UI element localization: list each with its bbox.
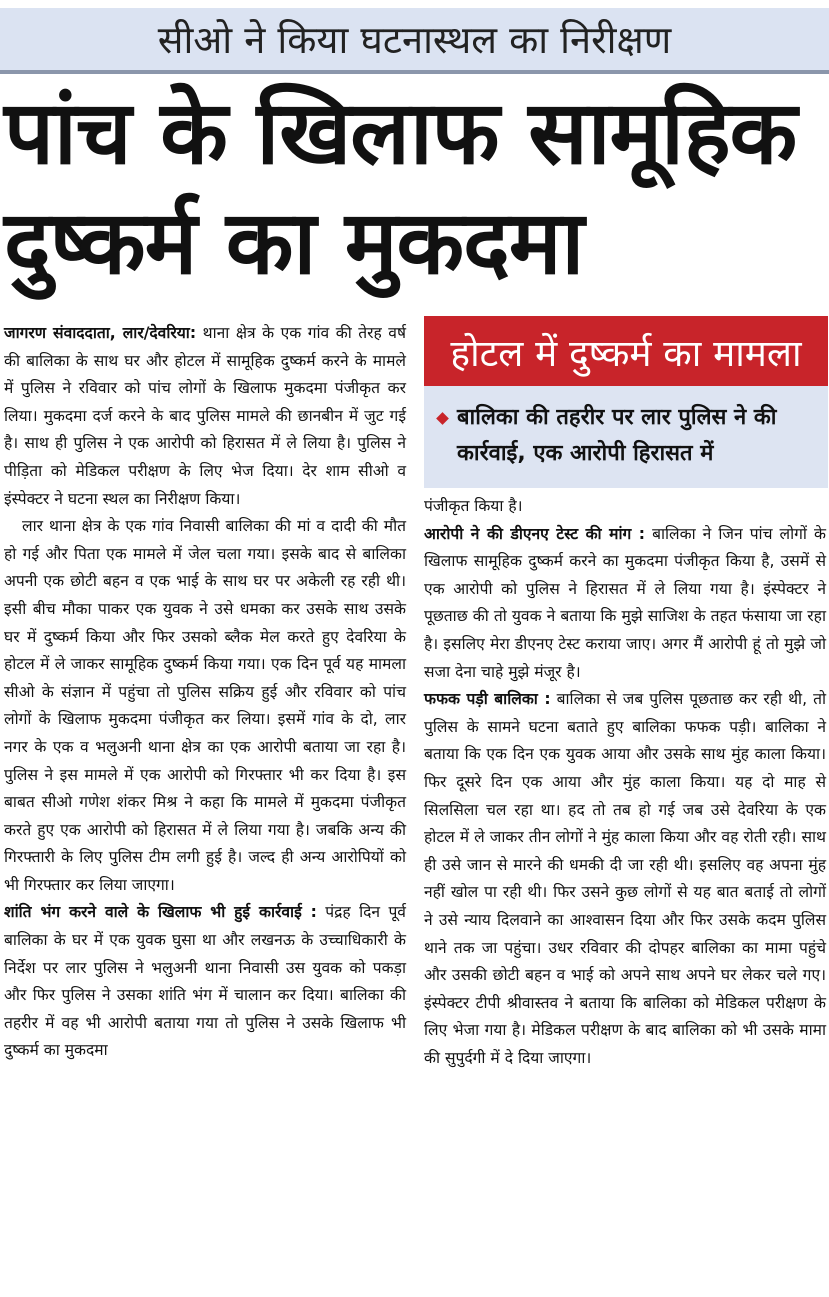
paragraph-girl-cried: [424, 686, 826, 1072]
headline: [4, 78, 826, 298]
kicker-banner: [0, 8, 829, 74]
highlight-box-summary-row: [424, 386, 828, 472]
dateline: जागरण संवाददाता, लार/देवरिया:: [4, 324, 197, 342]
dna-test-text: बालिका ने जिन पांच लोगों के खिलाफ सामूहिक दुष्कर्म करने का मुकदमा पंजीकृत किया है, उसमें से एक आरोपी को पुलिस ने हिरासत में ले लिया गया है। इंस्पेक्टर ने पूछताछ की तो युवक ने बताया कि मुझे साजिश के तहत फंसाया जा रहा है। इसलिए मेरा डीएनए टेस्ट कराया जाए। अगर मैं आरोपी हूं तो मुझे जो सजा देना चाहे मुझे मंजूर है।: [424, 524, 826, 681]
subhead-peace-breach: शांति भंग करने वाले के खिलाफ भी हुई कार्रवाई :: [4, 903, 317, 922]
headline-line-2: दुष्कर्म का मुकदमा: [4, 191, 584, 294]
bullet-diamond-icon: [436, 412, 449, 425]
intro-text: थाना क्षेत्र के एक गांव की तेरह वर्ष की बालिका के साथ घर और होटल में सामूहिक दुष्कर्म करने के मामले में पुलिस ने रविवार को पांच लोगों के खिलाफ मुकदमा पंजीकृत कर लिया। मुकदमा दर्ज करने के बाद पुलिस मामले की छानबीन में जुट गई है। साथ ही पुलिस ने एक आरोपी को हिरासत में ले लिया है। पुलिस ने पीड़िता को मेडिकल परीक्षण के लिए भेज दिया। देर शाम सीओ व इंस्पेक्टर ने घटना स्थल का निरीक्षण किया।: [4, 324, 406, 508]
paragraph-peace-breach: [4, 899, 406, 1065]
subhead-dna-test: आरोपी ने की डीएनए टेस्ट की मांग :: [424, 524, 646, 543]
highlight-box-summary: बालिका की तहरीर पर लार पुलिस ने की कार्रवाई, एक आरोपी हिरासत में: [457, 405, 777, 466]
right-column: [424, 493, 826, 1072]
kicker-text: सीओ ने किया घटनास्थल का निरीक्षण: [157, 18, 672, 62]
highlight-box-title: होटल में दुष्कर्म का मामला: [424, 316, 828, 386]
left-column: [4, 320, 406, 1065]
subhead-girl-cried: फफक पड़ी बालिका :: [424, 690, 551, 709]
paragraph-continuation: पंजीकृत किया है।: [424, 497, 523, 515]
girl-cried-text: बालिका से जब पुलिस पूछताछ कर रही थी, तो पुलिस के सामने घटना बताते हुए बालिका फफक पड़ी। बालिका ने बताया कि एक दिन एक युवक आया और उसके साथ मुंह काला किया। फिर दूसरे दिन एक आया और मुंह काला किया। यह दो माह से सिलसिला चल रहा था। हद तो तब हो गई जब उसे देवरिया के एक होटल में ले जाकर तीन लोगों ने मुंह काला किया और वह रोती रही। साथ ही उसे जान से मारने की धमकी दी जा रही थी। इसलिए वह अपना मुंह नहीं खोल पा रही थी। फिर उसने कुछ लोगों से यह बात बताई तो लोगों ने उसे न्याय दिलवाने का आश्वासन दिया और फिर उसके कदम पुलिस थाने तक जा पहुंचा। उधर रविवार की दोपहर बालिका का मामा पहुंचे और उसकी छोटी बहन व भाई को अपने साथ अपने घर लेकर चले गए। इंस्पेक्टर टीपी श्रीवास्तव ने बताया कि बालिका को मेडिकल परीक्षण के लिए भेजा गया है। मेडिकल परीक्षण के बाद बालिका को भी उसके मामा की सुपुर्दगी में दे दिया जाएगा।: [424, 690, 827, 1067]
peace-breach-text: पंद्रह दिन पूर्व बालिका के घर में एक युवक घुसा था और लखनऊ के उच्चाधिकारी के निर्देश पर लार पुलिस ने भलुअनी थाना निवासी उस युवक को पकड़ा और फिर पुलिस ने उसका शांति भंग में चालान कर दिया। बालिका की तहरीर में वह भी आरोपी बताया गया तो पुलिस ने उसके खिलाफ भी दुष्कर्म का मुकदमा: [4, 903, 406, 1060]
highlight-box: [424, 316, 828, 488]
paragraph-intro: [4, 320, 406, 513]
paragraph-dna-test: [424, 521, 826, 687]
paragraph-background: लार थाना क्षेत्र के एक गांव निवासी बालिका की मां व दादी की मौत हो गई और पिता एक मामले में जेल चला गया। इसके बाद से बालिका अपनी एक छोटी बहन व एक भाई के साथ घर पर अकेली रह रही थी। इसी बीच मौका पाकर एक युवक ने उसे धमका कर उसके साथ उसके घर में दुष्कर्म किया और फिर उसको ब्लैक मेल करते हुए देवरिया के होटल में ले जाकर सामूहिक दुष्कर्म किया गया। एक दिन पूर्व यह मामला सीओ के संज्ञान में पहुंचा तो पुलिस सक्रिय हुई और रविवार को पांच लोगों के खिलाफ मुकदमा पंजीकृत कर लिया। इसमें गांव के दो, लार नगर के एक व भलुअनी थाना क्षेत्र का एक आरोपी बताया जा रहा है। पुलिस ने इस मामले में एक आरोपी को गिरफ्तार भी कर दिया है। इस बाबत सीओ गणेश शंकर मिश्र ने कहा कि मामले में मुकदमा पंजीकृत करते हुए एक आरोपी को हिरासत में ले लिया गया है। जबकि अन्य की गिरफ्तारी के लिए पुलिस टीम लगी हुई है। जल्द ही अन्य आरोपियों को भी गिरफ्तार कर लिया जाएगा।: [4, 517, 406, 894]
headline-line-1: पांच के खिलाफ सामूहिक: [4, 81, 797, 184]
